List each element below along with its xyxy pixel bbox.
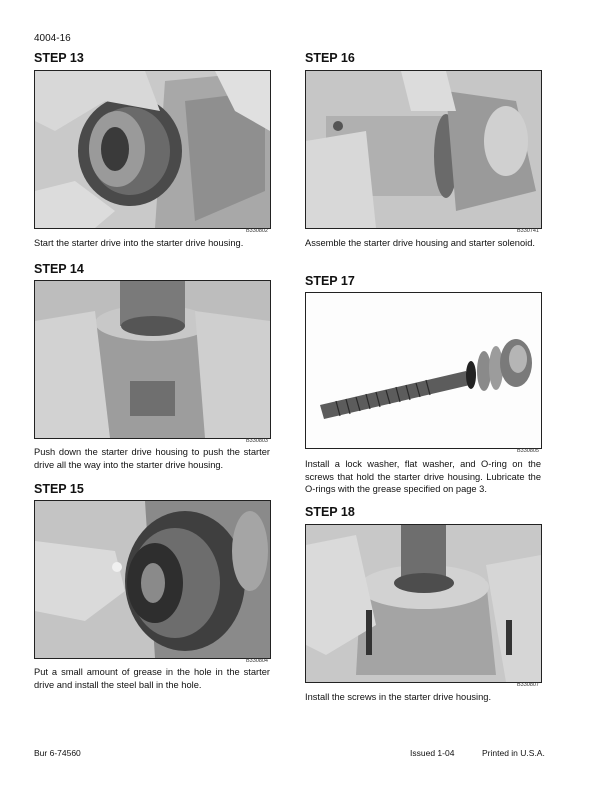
step-17-caption: Install a lock washer, flat washer, and O-ring on the screws that hold the starter drive housing. Lubricate the O-rings with the grease specified on page 3. xyxy=(305,459,541,494)
step-15-caption: Put a small amount of grease in the hole in the starter drive and install the steel ball in the hole. xyxy=(34,667,270,690)
step-16-caption: Assemble the starter drive housing and starter solenoid. xyxy=(305,238,535,248)
step-14-image-code: B330803 xyxy=(245,438,268,444)
step-17-image-code: B330805 xyxy=(516,448,539,454)
step-14-photo xyxy=(34,280,271,439)
footer-printed: Printed in U.S.A. xyxy=(482,748,545,758)
step-18-title: STEP 18 xyxy=(305,505,355,519)
step-13-title: STEP 13 xyxy=(34,51,84,65)
step-14-caption: Push down the starter drive housing to push the starter drive all the way into the starter drive housing. xyxy=(34,447,270,470)
step-18-caption: Install the screws in the starter drive housing. xyxy=(305,692,492,702)
step-13-photo xyxy=(34,70,271,229)
step-13-image-code: B330802 xyxy=(245,228,268,234)
step-16-image-code: B330741 xyxy=(516,228,539,234)
step-14-title: STEP 14 xyxy=(34,262,84,276)
page-number: 4004-16 xyxy=(34,33,71,44)
step-15-title: STEP 15 xyxy=(34,482,84,496)
step-13-caption: Start the starter drive into the starter drive housing. xyxy=(34,238,244,248)
step-15-image-code: B330804 xyxy=(245,658,268,664)
step-16-photo xyxy=(305,70,542,229)
step-18-photo xyxy=(305,524,542,683)
step-18-image-code: B330807 xyxy=(516,682,539,688)
step-15-photo xyxy=(34,500,271,659)
step-16-title: STEP 16 xyxy=(305,51,355,65)
footer-doc-number: Bur 6-74560 xyxy=(34,748,81,758)
step-17-title: STEP 17 xyxy=(305,274,355,288)
footer-issued: Issued 1-04 xyxy=(410,748,455,758)
step-17-photo xyxy=(305,292,542,449)
